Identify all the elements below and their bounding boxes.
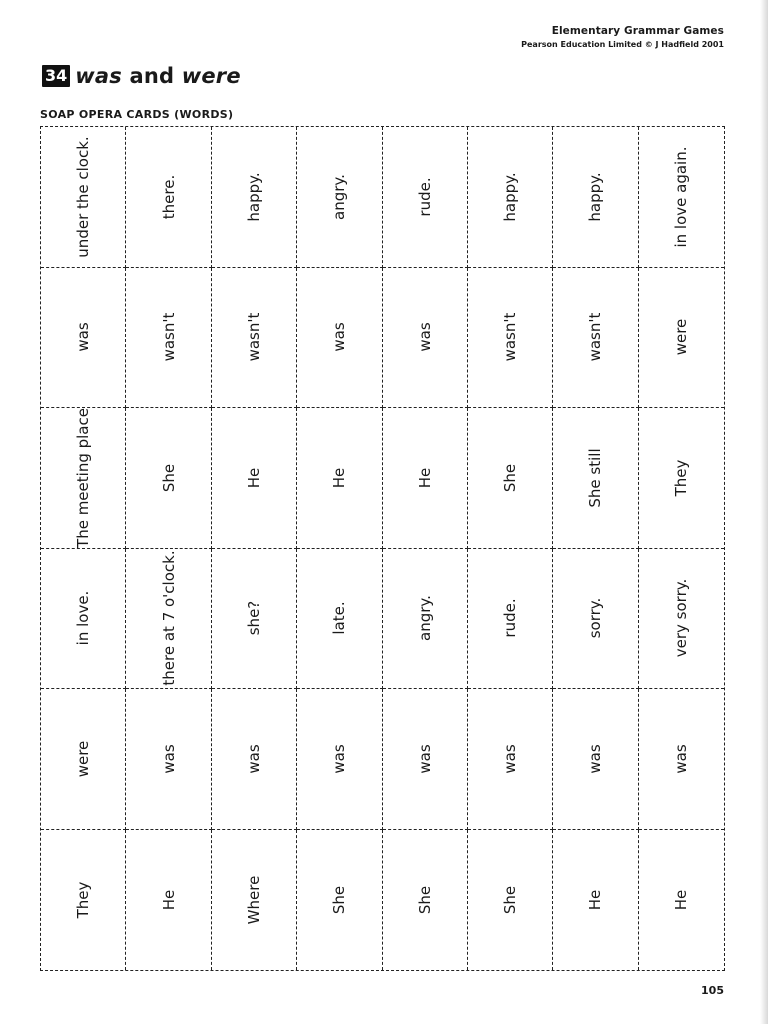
card-word: was [330, 744, 349, 774]
card-word: Where [244, 875, 263, 925]
word-card [553, 549, 638, 690]
card-word: rude. [501, 598, 520, 638]
word-card [41, 549, 126, 690]
publisher-line: Pearson Education Limited © J Hadfield 2001 [521, 40, 724, 49]
word-card [468, 268, 553, 409]
card-word: was [672, 744, 691, 774]
word-card [383, 127, 468, 268]
card-word: He [330, 467, 349, 489]
unit-number-badge: 34 [42, 65, 70, 87]
card-word: were [74, 740, 93, 778]
card-word: was [244, 744, 263, 774]
word-card [41, 268, 126, 409]
card-word: He [244, 467, 263, 489]
card-word: sorry. [586, 597, 605, 639]
card-word: angry. [415, 595, 434, 642]
card-word: happy. [586, 172, 605, 222]
card-word: He [415, 467, 434, 489]
word-card [468, 408, 553, 549]
word-card [383, 408, 468, 549]
card-word: She still [586, 448, 605, 508]
word-card [639, 549, 724, 690]
card-word: He [586, 889, 605, 911]
word-card [126, 127, 211, 268]
card-word: very sorry. [672, 579, 691, 658]
card-grid [40, 126, 725, 971]
card-word: in love again. [672, 146, 691, 248]
card-word: She [501, 885, 520, 914]
word-card [468, 127, 553, 268]
card-word: there at 7 o'clock. [159, 550, 178, 686]
card-word: The meeting place [74, 408, 93, 548]
card-word: She [501, 463, 520, 492]
word-card [639, 268, 724, 409]
card-word: She [330, 885, 349, 914]
card-word: was [415, 322, 434, 352]
title-text [75, 64, 241, 88]
section-heading: SOAP OPERA CARDS (WORDS) [40, 108, 234, 121]
title-word-was: was [75, 64, 122, 88]
word-card [553, 408, 638, 549]
word-card [383, 549, 468, 690]
word-card [212, 127, 297, 268]
word-card [126, 830, 211, 971]
card-word: happy. [501, 172, 520, 222]
card-word: They [74, 881, 93, 919]
word-card [639, 689, 724, 830]
card-word: She [159, 463, 178, 492]
word-card [383, 268, 468, 409]
page-header [521, 25, 724, 49]
word-card [126, 549, 211, 690]
word-card [212, 830, 297, 971]
word-card [553, 268, 638, 409]
word-card [41, 408, 126, 549]
title-word-were: were [181, 64, 241, 88]
word-card [468, 549, 553, 690]
page-number: 105 [701, 984, 724, 997]
card-word: rude. [415, 177, 434, 217]
word-card [126, 408, 211, 549]
word-card [41, 830, 126, 971]
word-card [297, 689, 382, 830]
word-card [126, 268, 211, 409]
word-card [212, 689, 297, 830]
word-card [468, 689, 553, 830]
card-word: wasn't [586, 312, 605, 362]
word-card [639, 830, 724, 971]
card-word: in love. [74, 590, 93, 646]
word-card [297, 830, 382, 971]
card-word: was [415, 744, 434, 774]
card-word: was [330, 322, 349, 352]
card-word: was [159, 744, 178, 774]
card-word: late. [330, 601, 349, 635]
word-card [383, 689, 468, 830]
card-word: wasn't [159, 312, 178, 362]
card-word: He [672, 889, 691, 911]
word-card [297, 408, 382, 549]
word-card [212, 549, 297, 690]
word-card [468, 830, 553, 971]
card-word: He [159, 889, 178, 911]
word-card [639, 127, 724, 268]
page-edge-shadow [760, 0, 768, 1024]
card-word: was [586, 744, 605, 774]
word-card [383, 830, 468, 971]
book-title: Elementary Grammar Games [551, 25, 724, 37]
page-title [42, 64, 241, 88]
word-card [553, 127, 638, 268]
card-word: under the clock. [74, 136, 93, 258]
card-word: They [672, 459, 691, 497]
word-card [41, 689, 126, 830]
word-card [297, 549, 382, 690]
word-card [639, 408, 724, 549]
card-word: angry. [330, 173, 349, 220]
word-card [212, 268, 297, 409]
word-card [212, 408, 297, 549]
word-card [297, 268, 382, 409]
card-word: wasn't [501, 312, 520, 362]
card-word: was [74, 322, 93, 352]
card-word: She [415, 885, 434, 914]
word-card [297, 127, 382, 268]
word-card [553, 830, 638, 971]
word-card [553, 689, 638, 830]
word-card [41, 127, 126, 268]
title-conjunction: and [121, 64, 182, 88]
card-word: happy. [244, 172, 263, 222]
card-word: was [501, 744, 520, 774]
card-word: she? [244, 600, 263, 636]
card-word: were [672, 318, 691, 356]
word-card [126, 689, 211, 830]
card-word: wasn't [244, 312, 263, 362]
card-word: there. [159, 174, 178, 219]
